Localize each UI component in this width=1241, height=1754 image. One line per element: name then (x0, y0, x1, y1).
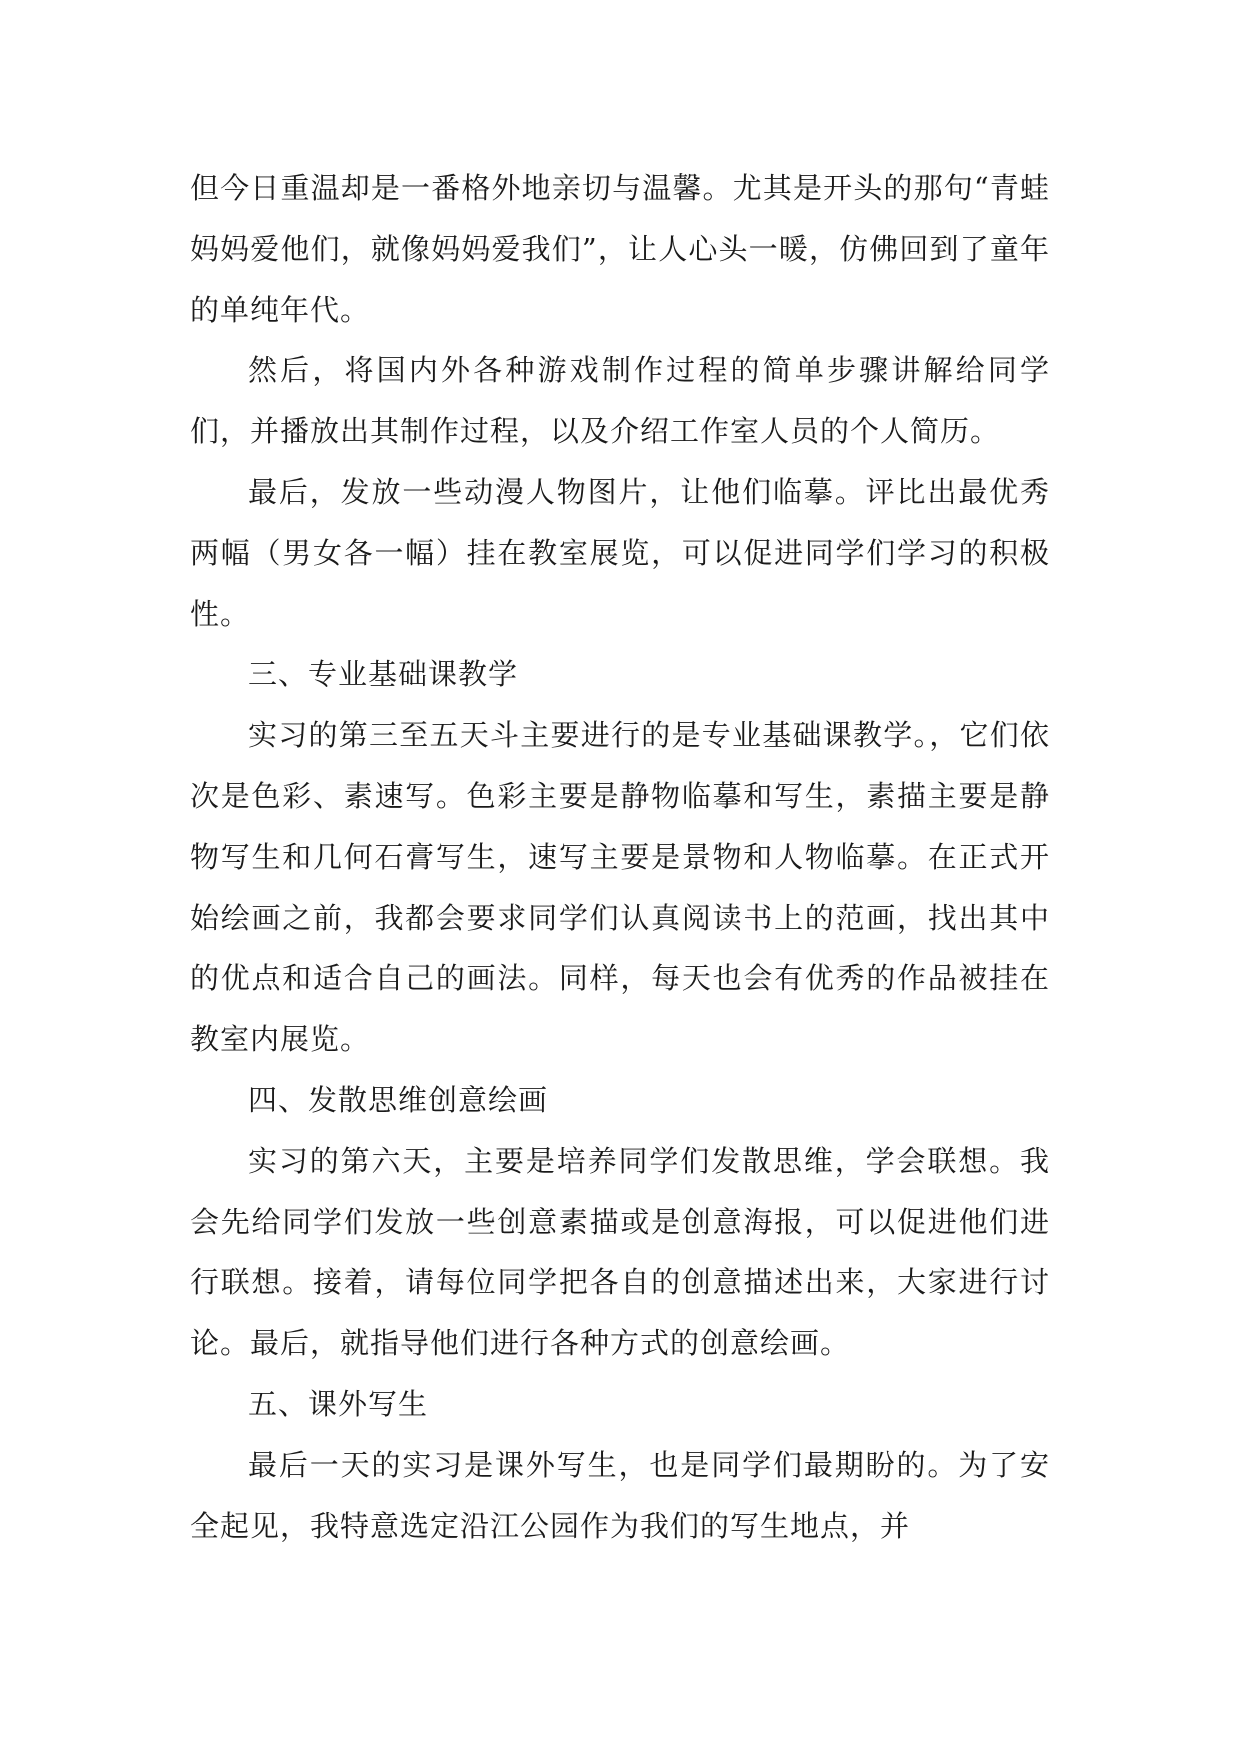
paragraph-game-production: 然后，将国内外各种游戏制作过程的简单步骤讲解给同学们，并播放出其制作过程，以及介绍工作室人员的个人简历。 (190, 353, 1050, 449)
paragraph-basic-courses: 实习的第三至五天斗主要进行的是专业基础课教学。，它们依次是色彩、素速写。色彩主要是静物临摹和写生，素描主要是静物写生和几何石膏写生，速写主要是景物和人物临摹。在正式开始绘画之前，我都会要求同学们认真阅读书上的范画，找出其中的优点和适合自己的画法。同样，每天也会有优秀的作品被挂在教室内展览。 (190, 718, 1050, 1057)
section-heading-outdoor-sketching: 五、课外写生 (248, 1386, 429, 1421)
document-body (190, 158, 1050, 1556)
paragraph-creative-drawing: 实习的第六天，主要是培养同学们发散思维，学会联想。我会先给同学们发放一些创意素描或是创意海报，可以促进他们进行联想。接着，请每位同学把各自的创意描述出来，大家进行讨论。最后，就指导他们进行各种方式的创意绘画。 (190, 1143, 1050, 1361)
paragraph-anime-drawing: 最后，发放一些动漫人物图片，让他们临摹。评比出最优秀两幅（男女各一幅）挂在教室展览，可以促进同学们学习的积极性。 (190, 474, 1050, 631)
section-heading-basic-courses: 三、专业基础课教学 (248, 657, 519, 692)
paragraph-outdoor-sketching: 最后一天的实习是课外写生，也是同学们最期盼的。为了安全起见，我特意选定沿江公园作为我们的写生地点，并 (190, 1447, 1050, 1543)
paragraph-continuation: 但今日重温却是一番格外地亲切与温馨。尤其是开头的那句“青蛙妈妈爱他们，就像妈妈爱我们”，让人心头一暖，仿佛回到了童年的单纯年代。 (190, 171, 1050, 327)
section-heading-creative-drawing: 四、发散思维创意绘画 (248, 1082, 549, 1117)
